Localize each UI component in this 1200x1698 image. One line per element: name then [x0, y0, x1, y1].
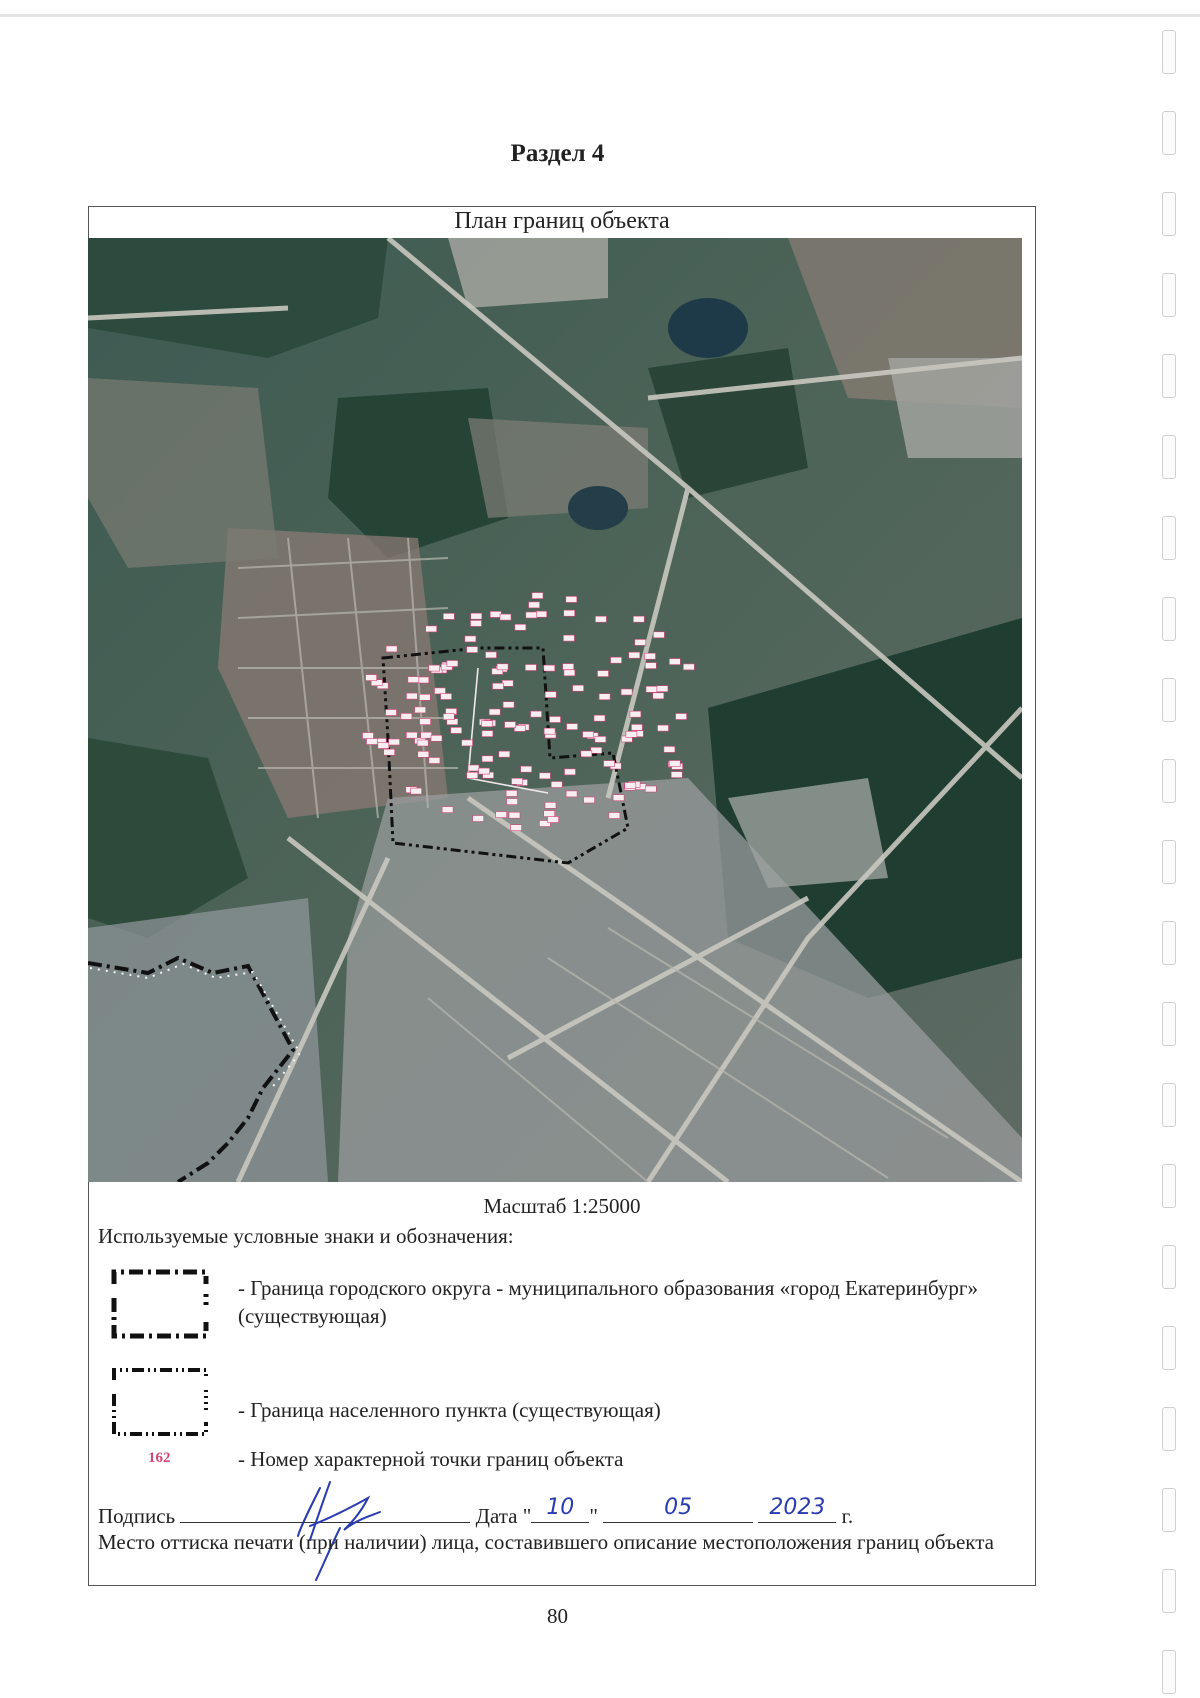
binding-ring — [1162, 921, 1176, 965]
binding-ring — [1162, 1164, 1176, 1208]
binding-ring — [1162, 30, 1176, 74]
point-marker — [529, 602, 540, 608]
point-marker — [567, 724, 578, 730]
point-marker — [467, 647, 478, 653]
point-marker — [664, 746, 675, 752]
point-marker — [683, 664, 694, 670]
point-marker — [525, 665, 536, 671]
point-marker — [521, 766, 532, 772]
point-marker — [479, 768, 490, 774]
point-marker — [482, 721, 493, 727]
point-marker — [363, 733, 374, 739]
point-marker — [426, 626, 437, 632]
point-marker — [489, 709, 500, 715]
year-suffix: г. — [841, 1504, 854, 1528]
point-marker — [366, 675, 377, 681]
date-year: 2023 — [769, 1495, 826, 1520]
date-month: 05 — [664, 1495, 693, 1520]
point-marker — [506, 790, 517, 796]
point-marker — [598, 671, 609, 677]
point-marker — [581, 751, 592, 757]
point-marker — [573, 685, 584, 691]
legend-point-number-text: - Номер характерной точки границ объекта — [238, 1447, 624, 1471]
point-marker — [563, 635, 574, 641]
legend-settlement-boundary-text: - Граница населенного пункта (существующая) — [238, 1398, 661, 1422]
point-marker — [515, 624, 526, 630]
point-marker — [646, 686, 657, 692]
point-marker — [599, 694, 610, 700]
binding-ring — [1162, 111, 1176, 155]
map-scale: Масштаб 1:25000 — [483, 1194, 641, 1218]
point-marker — [548, 817, 559, 823]
point-marker — [408, 677, 419, 683]
point-marker — [645, 663, 656, 669]
stamp-note: Место оттиска печати (при наличии) лица, составившего описание местоположения границ объекта — [98, 1530, 994, 1554]
point-marker — [497, 664, 508, 670]
point-marker — [671, 772, 682, 778]
point-marker — [604, 761, 615, 767]
point-number-sample: 162 — [148, 1450, 171, 1466]
point-marker — [421, 732, 432, 738]
signature-line: Подпись Дата " 10 " 05 2023 г. — [98, 1495, 854, 1528]
point-marker — [584, 797, 595, 803]
point-marker — [594, 715, 605, 721]
point-marker — [499, 751, 510, 757]
plan-title: План границ объекта — [454, 208, 670, 234]
point-marker — [545, 692, 556, 698]
binding-ring — [1162, 597, 1176, 641]
point-marker — [415, 707, 426, 713]
point-marker — [657, 686, 668, 692]
binding-rings — [1158, 20, 1182, 1690]
point-marker — [611, 657, 622, 663]
point-marker — [526, 612, 537, 618]
date-year-field[interactable] — [758, 1495, 836, 1523]
point-marker — [429, 758, 440, 764]
point-marker — [626, 731, 637, 737]
point-marker — [511, 825, 522, 831]
point-marker — [482, 756, 493, 762]
date-day-field[interactable] — [531, 1495, 589, 1523]
scan-top-edge — [0, 14, 1200, 17]
point-marker — [467, 772, 478, 778]
point-marker — [505, 722, 516, 728]
point-marker — [645, 786, 656, 792]
point-marker — [389, 739, 400, 745]
point-marker — [418, 751, 429, 757]
point-marker — [591, 747, 602, 753]
point-marker — [502, 680, 513, 686]
point-marker — [669, 761, 680, 767]
point-marker — [565, 769, 576, 775]
point-marker — [563, 664, 574, 670]
point-marker — [462, 740, 473, 746]
point-marker — [532, 593, 543, 599]
point-marker — [417, 740, 428, 746]
point-marker — [544, 811, 555, 817]
point-marker — [473, 816, 484, 822]
point-marker — [471, 613, 482, 619]
point-marker — [512, 778, 523, 784]
date-month-field[interactable] — [603, 1495, 753, 1523]
point-marker — [367, 739, 378, 745]
point-marker — [630, 711, 641, 717]
point-marker — [544, 728, 555, 734]
point-marker — [544, 665, 555, 671]
point-marker — [536, 611, 547, 617]
residential-area — [88, 378, 278, 568]
lake — [568, 486, 628, 530]
point-marker — [595, 736, 606, 742]
point-marker — [443, 613, 454, 619]
map-svg — [88, 238, 1022, 1182]
point-marker — [629, 652, 640, 658]
page-number: 80 — [547, 1604, 568, 1628]
point-marker — [418, 677, 429, 683]
point-marker — [401, 713, 412, 719]
binding-ring — [1162, 1569, 1176, 1613]
point-marker — [493, 683, 504, 689]
point-marker — [653, 632, 664, 638]
point-marker — [435, 688, 446, 694]
point-marker — [490, 611, 501, 617]
settlement-boundary-symbol-icon — [110, 1366, 210, 1438]
point-marker — [441, 694, 452, 700]
industrial-area — [888, 358, 1022, 458]
binding-ring — [1162, 354, 1176, 398]
binding-ring — [1162, 192, 1176, 236]
binding-ring — [1162, 1326, 1176, 1370]
point-marker — [676, 714, 687, 720]
point-marker — [420, 719, 431, 725]
point-marker — [406, 732, 417, 738]
point-marker — [429, 665, 440, 671]
point-marker — [633, 616, 644, 622]
point-marker — [625, 783, 636, 789]
point-marker — [658, 725, 669, 731]
point-marker — [507, 799, 518, 805]
point-marker — [406, 693, 417, 699]
point-marker — [564, 610, 575, 616]
point-marker — [631, 724, 642, 730]
point-marker — [564, 670, 575, 676]
point-marker — [465, 636, 476, 642]
binding-ring — [1162, 1650, 1176, 1694]
point-marker — [583, 732, 594, 738]
point-marker — [539, 773, 550, 779]
point-marker — [447, 661, 458, 667]
point-marker — [621, 689, 632, 695]
satellite-map[interactable] — [88, 238, 1022, 1182]
point-marker — [482, 731, 493, 737]
point-marker — [509, 812, 520, 818]
point-marker — [635, 639, 646, 645]
point-marker — [486, 652, 497, 658]
point-marker — [386, 646, 397, 652]
binding-ring — [1162, 678, 1176, 722]
binding-ring — [1162, 759, 1176, 803]
point-marker — [503, 702, 514, 708]
point-marker — [451, 727, 462, 733]
point-marker — [443, 714, 454, 720]
point-marker — [496, 812, 507, 818]
point-marker — [411, 788, 422, 794]
legend-heading: Используемые условные знаки и обозначения: — [98, 1224, 514, 1248]
point-marker — [442, 807, 453, 813]
point-marker — [551, 782, 562, 788]
point-marker — [613, 795, 624, 801]
point-marker — [531, 711, 542, 717]
binding-ring — [1162, 1002, 1176, 1046]
signature-label: Подпись — [98, 1504, 176, 1528]
date-day: 10 — [546, 1495, 575, 1520]
binding-ring — [1162, 840, 1176, 884]
point-marker — [384, 749, 395, 755]
binding-ring — [1162, 273, 1176, 317]
point-marker — [419, 694, 430, 700]
binding-ring — [1162, 1083, 1176, 1127]
point-marker — [431, 735, 442, 741]
legend-city-boundary-text: - Граница городского округа - муниципального образования «город Екатеринбург» (существующая) — [238, 1276, 979, 1328]
point-marker — [545, 802, 556, 808]
binding-ring — [1162, 1407, 1176, 1451]
point-marker — [653, 693, 664, 699]
point-marker — [645, 653, 656, 659]
binding-ring — [1162, 435, 1176, 479]
point-marker — [471, 620, 482, 626]
lake — [668, 298, 748, 358]
point-marker — [595, 616, 606, 622]
point-marker — [669, 659, 680, 665]
point-marker — [566, 791, 577, 797]
point-marker — [378, 743, 389, 749]
point-marker — [386, 710, 397, 716]
point-marker — [514, 725, 525, 731]
city-boundary-symbol-icon — [110, 1268, 210, 1340]
binding-ring — [1162, 516, 1176, 560]
binding-ring — [1162, 1245, 1176, 1289]
point-marker — [468, 765, 479, 771]
point-marker — [500, 614, 511, 620]
binding-ring — [1162, 1488, 1176, 1532]
point-marker — [609, 813, 620, 819]
point-marker — [566, 596, 577, 602]
date-label: Дата — [475, 1504, 518, 1528]
point-marker — [550, 717, 561, 723]
industrial-area — [448, 238, 608, 308]
section-title: Раздел 4 — [510, 140, 605, 167]
